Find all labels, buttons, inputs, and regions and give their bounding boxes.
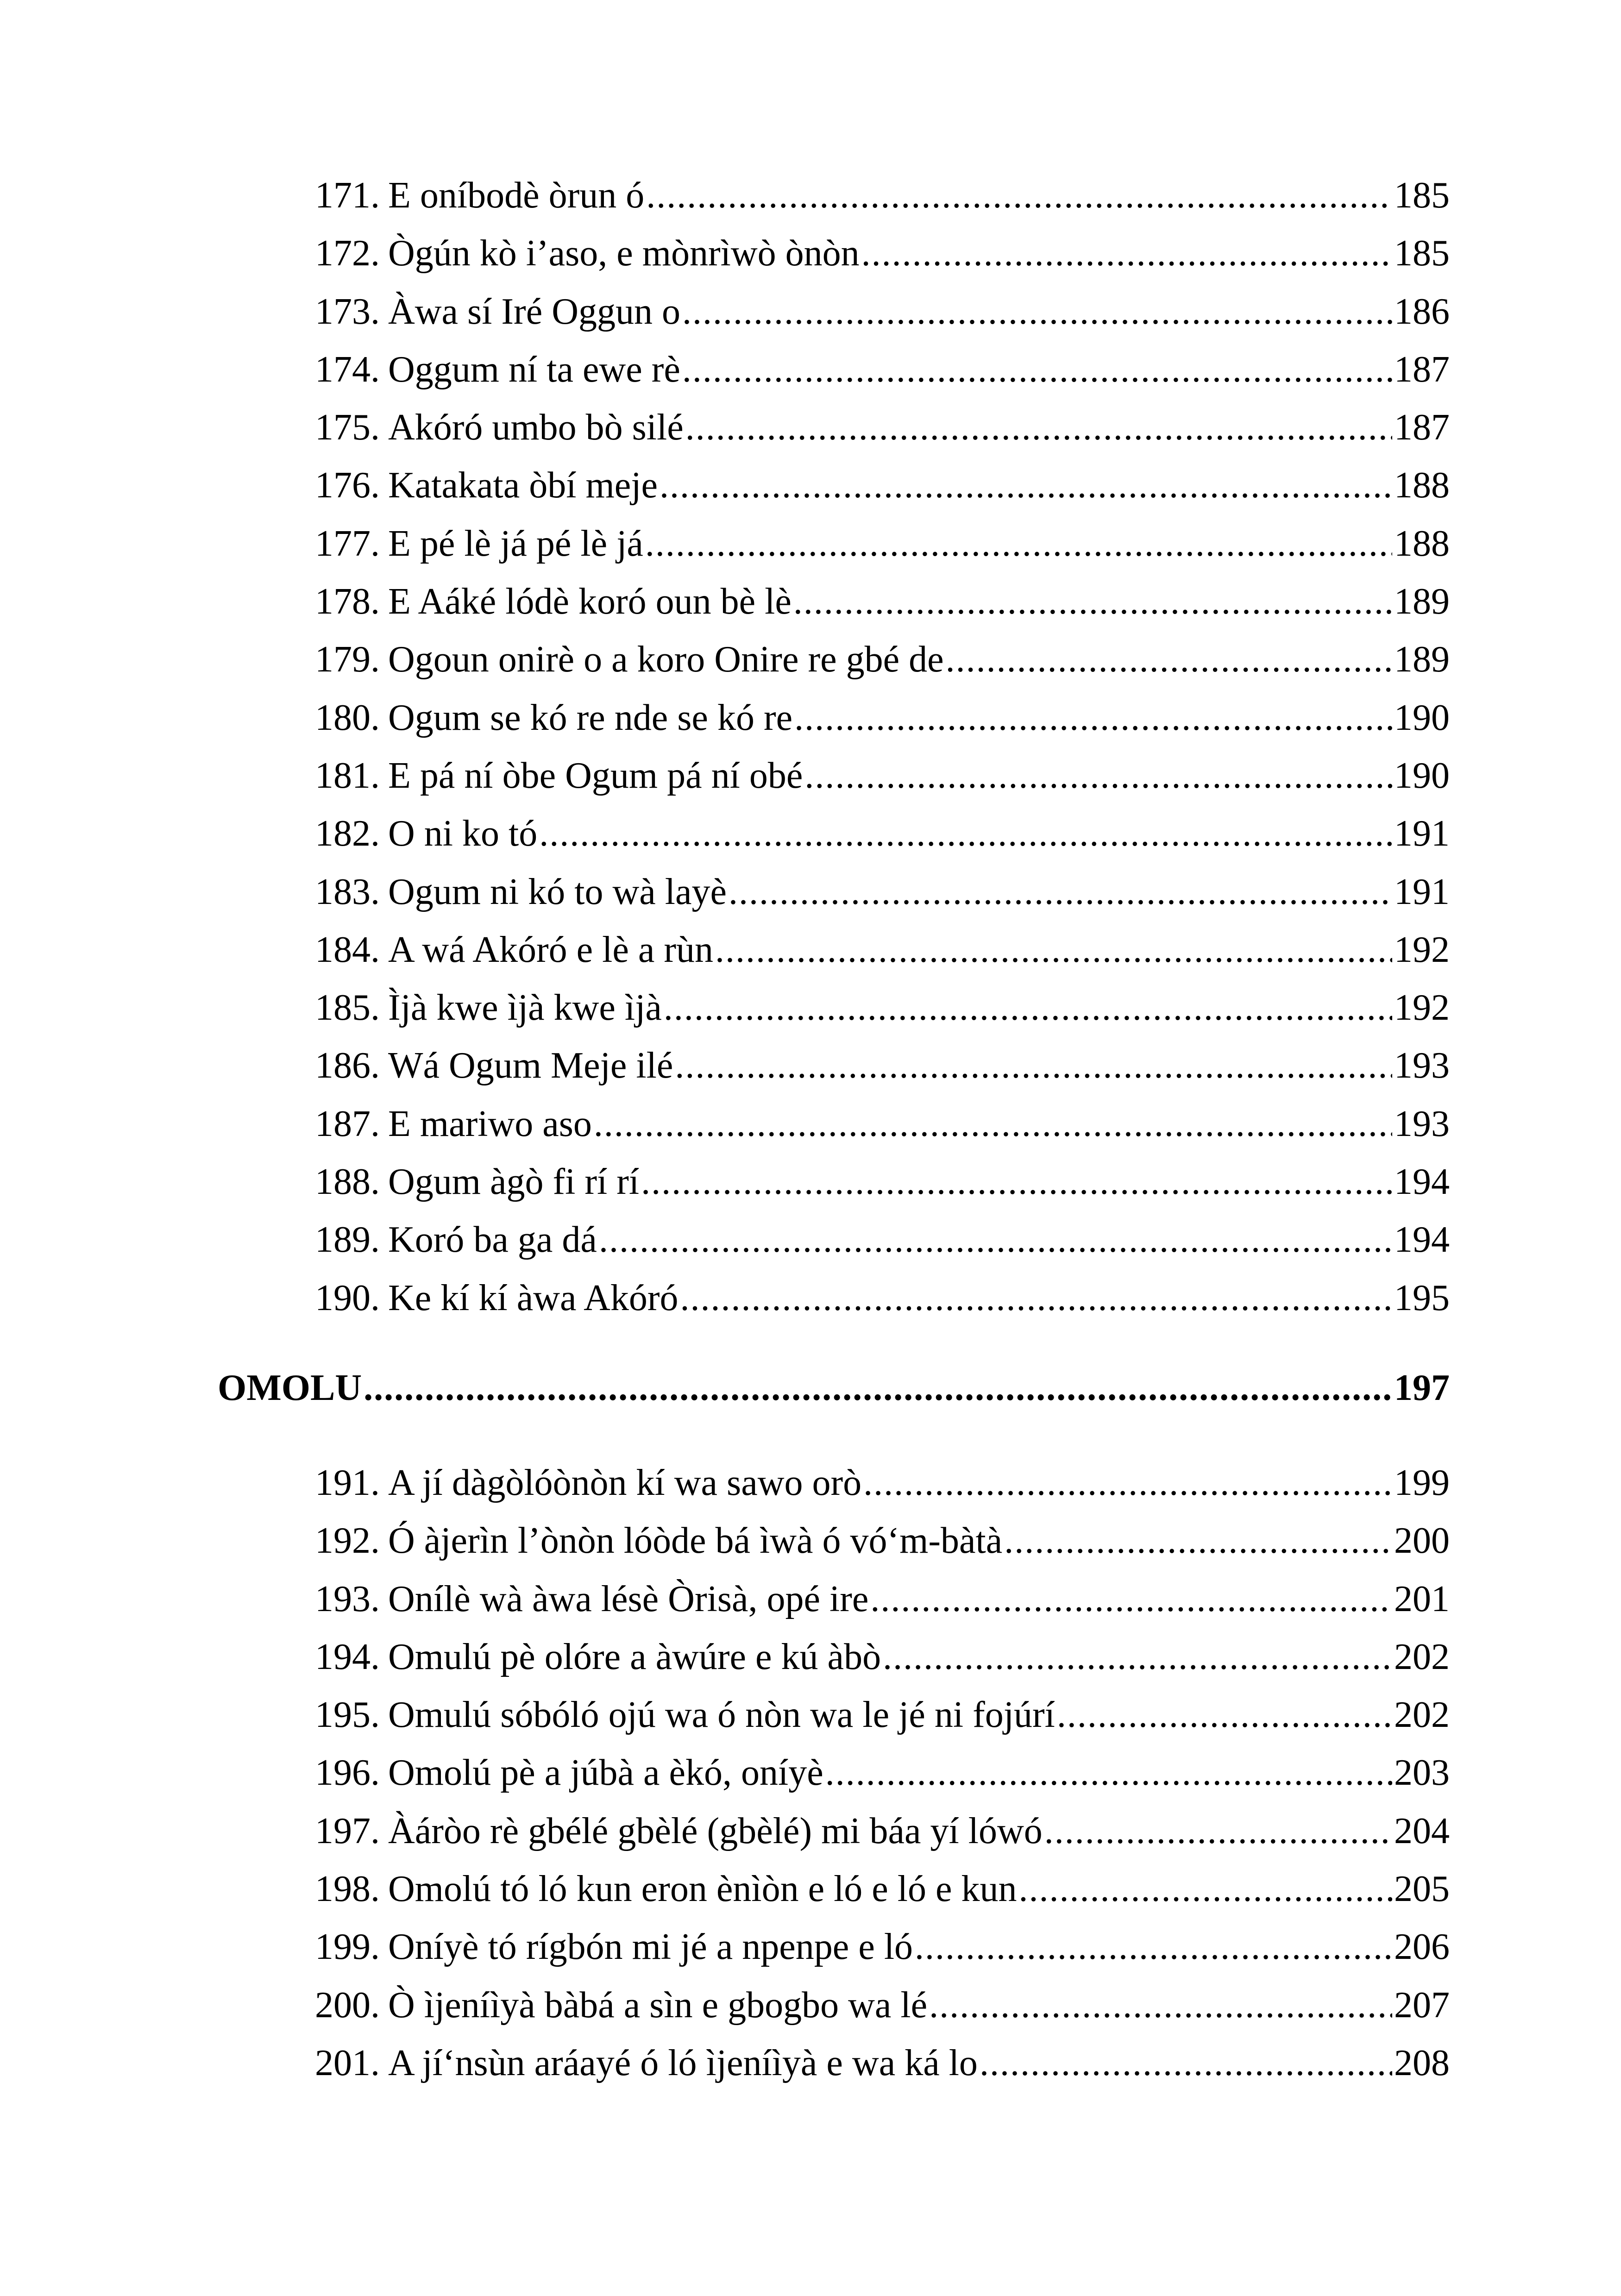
entry-number: 195. [315, 1694, 380, 1736]
entry-title: Wá Ogum Meje ilé [388, 1045, 673, 1086]
dot-leader [729, 863, 1392, 921]
entry-page-number: 194 [1394, 1161, 1450, 1203]
toc-entry [315, 1454, 1450, 1512]
entry-number: 187. [315, 1103, 380, 1144]
dot-leader [863, 1454, 1392, 1512]
dot-leader [680, 1269, 1392, 1327]
toc-entry [315, 805, 1450, 863]
entry-number: 174. [315, 349, 380, 390]
entry-page-number: 194 [1394, 1219, 1450, 1261]
entry-title: E oníbodè òrun ó [388, 175, 645, 216]
entry-title: Oníyè tó rígbón mi jé a npenpe e ló [388, 1926, 913, 1968]
dot-leader [599, 1211, 1392, 1269]
entry-page-number: 203 [1394, 1752, 1450, 1794]
dot-leader [1044, 1802, 1392, 1860]
entry-page-number: 187 [1394, 349, 1450, 390]
toc-entry [315, 1095, 1450, 1153]
entry-title: Omulú pè olóre a àwúre e kú àbò [388, 1636, 881, 1677]
dot-leader [594, 1095, 1392, 1153]
entry-number: 171. [315, 175, 380, 216]
dot-leader [645, 515, 1392, 573]
entry-title: Ìjà kwe ìjà kwe ìjà [388, 987, 662, 1029]
toc-entry [315, 2034, 1450, 2092]
entry-page-number: 202 [1394, 1636, 1450, 1677]
entry-number: 178. [315, 581, 380, 622]
entry-page-number: 188 [1394, 465, 1450, 506]
entry-page-number: 192 [1394, 987, 1450, 1029]
dot-leader [1057, 1686, 1392, 1744]
entry-page-number: 189 [1394, 581, 1450, 622]
section-page-number: 197 [1394, 1368, 1450, 1408]
dot-leader [861, 225, 1392, 282]
toc-entry [315, 225, 1450, 282]
dot-leader [685, 399, 1392, 457]
toc-entry [315, 1153, 1450, 1211]
entry-number: 188. [315, 1161, 380, 1203]
entry-number: 186. [315, 1045, 380, 1086]
entry-title: E pá ní òbe Ogum pá ní obé [388, 755, 803, 796]
entry-title: Koró ba ga dá [388, 1219, 597, 1261]
entry-number: 192. [315, 1520, 380, 1562]
entry-number: 193. [315, 1578, 380, 1619]
section-heading-omolu [218, 1359, 1450, 1417]
entry-number: 185. [315, 987, 380, 1029]
dot-leader [641, 1153, 1392, 1211]
toc-entry [315, 979, 1450, 1037]
entry-number: 183. [315, 871, 380, 912]
entry-page-number: 190 [1394, 755, 1450, 796]
entry-page-number: 195 [1394, 1277, 1450, 1318]
entry-number: 199. [315, 1926, 380, 1968]
entry-page-number: 187 [1394, 407, 1450, 448]
toc-entry [315, 1744, 1450, 1802]
entry-page-number: 189 [1394, 639, 1450, 680]
toc-entry [315, 1976, 1450, 2034]
toc-entry [315, 631, 1450, 689]
entry-number: 196. [315, 1752, 380, 1794]
dot-leader [646, 167, 1392, 225]
toc-entry [315, 515, 1450, 573]
toc-entry [315, 167, 1450, 225]
entry-title: Ogum se kó re nde se kó re [388, 697, 793, 738]
entry-title: Ogum ni kó to wà layè [388, 871, 727, 912]
dot-leader [660, 457, 1392, 514]
entry-page-number: 185 [1394, 233, 1450, 274]
entry-number: 179. [315, 639, 380, 680]
entry-title: Ogum àgò fi rí rí [388, 1161, 640, 1203]
entry-title: Ògún kò i’aso, e mònrìwò ònòn [388, 233, 860, 274]
toc-entry [315, 863, 1450, 921]
dot-leader [883, 1628, 1392, 1686]
entry-title: Omulú sóbóló ojú wa ó nòn wa le jé ni fojúrí [388, 1694, 1055, 1736]
entry-number: 177. [315, 523, 380, 564]
entry-number: 200. [315, 1984, 380, 2026]
entry-number: 194. [315, 1636, 380, 1677]
entry-number: 198. [315, 1869, 380, 1910]
entry-page-number: 191 [1394, 813, 1450, 854]
dot-leader [664, 979, 1392, 1037]
entry-title: A wá Akóró e lè a rùn [388, 929, 714, 970]
dot-leader [675, 1037, 1392, 1095]
entry-page-number: 192 [1394, 929, 1450, 970]
entry-number: 201. [315, 2042, 380, 2083]
entry-number: 176. [315, 465, 380, 506]
entry-number: 189. [315, 1219, 380, 1261]
toc-entry [315, 399, 1450, 457]
entry-number: 173. [315, 291, 380, 332]
entry-number: 180. [315, 697, 380, 738]
dot-leader [682, 341, 1392, 399]
entry-page-number: 191 [1394, 871, 1450, 912]
entry-title: Ke kí kí àwa Akóró [388, 1277, 679, 1318]
entry-title: Akóró umbo bò silé [388, 407, 684, 448]
toc-entry [315, 1686, 1450, 1744]
entry-number: 197. [315, 1810, 380, 1851]
dot-leader [539, 805, 1392, 863]
entry-title: Ogoun onirè o a koro Onire re gbé de [388, 639, 944, 680]
toc-list-ogum [315, 167, 1450, 1327]
toc-entry [315, 921, 1450, 979]
entry-number: 182. [315, 813, 380, 854]
toc-entry [315, 1037, 1450, 1095]
entry-page-number: 186 [1394, 291, 1450, 332]
toc-entry [315, 1860, 1450, 1918]
entry-page-number: 206 [1394, 1926, 1450, 1968]
entry-title: A jí dàgòlóònòn kí wa sawo orò [388, 1462, 862, 1503]
toc-entry [315, 747, 1450, 805]
dot-leader [364, 1359, 1392, 1417]
toc-entry [315, 1802, 1450, 1860]
entry-page-number: 190 [1394, 697, 1450, 738]
toc-entry [315, 341, 1450, 399]
entry-title: Oggum ní ta ewe rè [388, 349, 680, 390]
dot-leader [793, 573, 1392, 631]
dot-leader [980, 2034, 1392, 2092]
entry-title: Ó àjerìn l’ònòn lóòde bá ìwà ó vó‘m-bàtà [388, 1520, 1003, 1562]
toc-entry [315, 1512, 1450, 1570]
entry-page-number: 201 [1394, 1578, 1450, 1619]
dot-leader [794, 689, 1392, 747]
entry-title: Omolú tó ló kun eron ènìòn e ló e ló e kun [388, 1869, 1017, 1910]
entry-page-number: 200 [1394, 1520, 1450, 1562]
dot-leader [825, 1744, 1392, 1802]
entry-number: 175. [315, 407, 380, 448]
dot-leader [870, 1570, 1392, 1628]
entry-number: 172. [315, 233, 380, 274]
entry-title: Omolú pè a júbà a èkó, oníyè [388, 1752, 823, 1794]
toc-entry [315, 1918, 1450, 1976]
entry-title: Onílè wà àwa lésè Òrisà, opé ire [388, 1578, 869, 1619]
toc-entry [315, 1570, 1450, 1628]
entry-page-number: 208 [1394, 2042, 1450, 2083]
dot-leader [915, 1918, 1392, 1976]
entry-title: Katakata òbí meje [388, 465, 658, 506]
entry-number: 190. [315, 1277, 380, 1318]
toc-entry [315, 457, 1450, 514]
toc-list-omolu [315, 1454, 1450, 2092]
entry-page-number: 205 [1394, 1869, 1450, 1910]
entry-page-number: 185 [1394, 175, 1450, 216]
dot-leader [1019, 1860, 1392, 1918]
entry-title: Àwa sí Iré Oggun o [388, 291, 680, 332]
toc-entry [315, 689, 1450, 747]
entry-number: 184. [315, 929, 380, 970]
toc-entry [315, 1211, 1450, 1269]
section-title: OMOLU [218, 1368, 362, 1408]
entry-title: E pé lè já pé lè já [388, 523, 643, 564]
entry-page-number: 188 [1394, 523, 1450, 564]
entry-page-number: 193 [1394, 1103, 1450, 1144]
entry-page-number: 199 [1394, 1462, 1450, 1503]
entry-number: 181. [315, 755, 380, 796]
entry-page-number: 204 [1394, 1810, 1450, 1851]
entry-page-number: 202 [1394, 1694, 1450, 1736]
entry-title: A jí‘nsùn aráayé ó ló ìjeníìyà e wa ká lo [388, 2042, 978, 2083]
toc-entry [315, 1269, 1450, 1327]
entry-page-number: 193 [1394, 1045, 1450, 1086]
dot-leader [946, 631, 1392, 689]
toc-entry [315, 283, 1450, 341]
entry-title: E Aáké lódè koró oun bè lè [388, 581, 792, 622]
entry-title: O ni ko tó [388, 813, 538, 854]
dot-leader [1004, 1512, 1392, 1570]
dot-leader [682, 283, 1392, 341]
entry-page-number: 207 [1394, 1984, 1450, 2026]
toc-entry [315, 1628, 1450, 1686]
entry-title: Ò ìjeníìyà bàbá a sìn e gbogbo wa lé [388, 1984, 928, 2026]
entry-title: Àáròo rè gbélé gbèlé (gbèlé) mi báa yí lówó [388, 1810, 1043, 1851]
dot-leader [804, 747, 1392, 805]
entry-title: E mariwo aso [388, 1103, 592, 1144]
dot-leader [929, 1976, 1392, 2034]
entry-number: 191. [315, 1462, 380, 1503]
dot-leader [715, 921, 1392, 979]
toc-entry [315, 573, 1450, 631]
